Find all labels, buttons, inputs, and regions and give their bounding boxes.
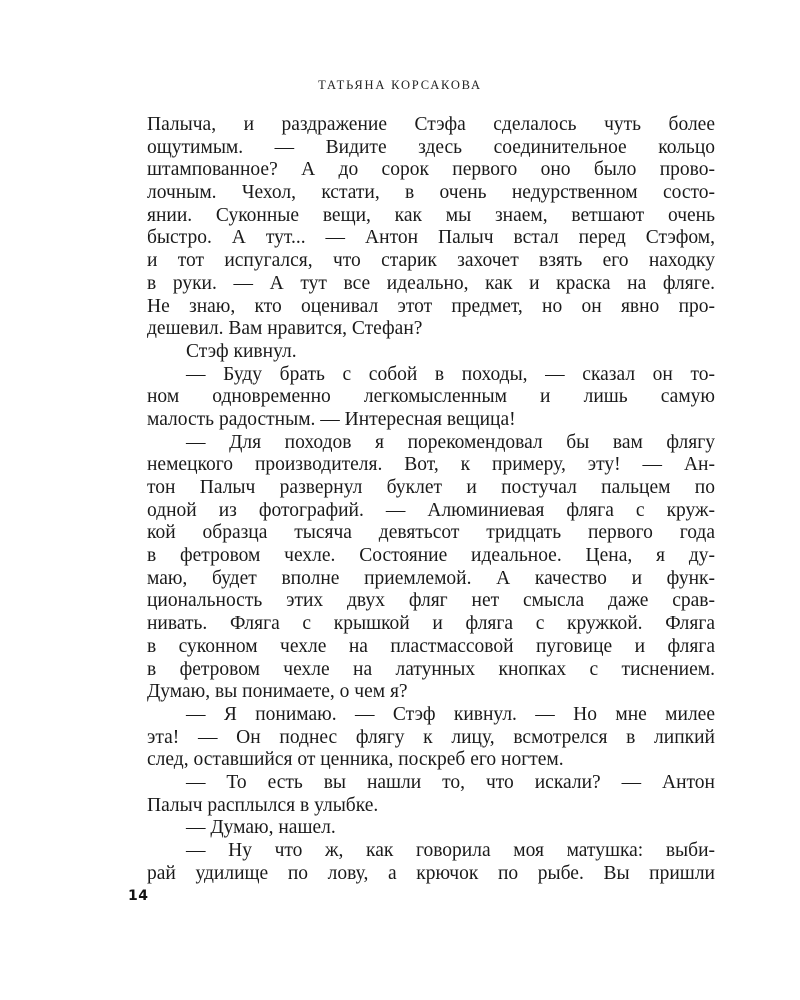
- text-line: Думаю, вы понимаете, о чем я?: [147, 681, 408, 703]
- text-line: циональность этих двух фляг нет смысла даже срав-: [147, 590, 715, 612]
- text-line: маю, будет вполне приемлемой. А качество и функ-: [147, 567, 715, 589]
- text-line: тон Палыч развернул буклет и постучал пальцем по: [147, 477, 715, 498]
- text-line: нивать. Фляга с крышкой и фляга с кружкой. Фляга: [147, 613, 715, 635]
- text-line: Палыча, и раздражение Стэфа сделалось чуть более: [147, 114, 715, 135]
- running-head-author: ТАТЬЯНА КОРСАКОВА: [318, 78, 482, 92]
- text-line: быстро. А тут... — Антон Палыч встал перед Стэфом,: [147, 227, 715, 249]
- text-line: в руки. — А тут все идеально, как и краска на фляге.: [147, 272, 715, 294]
- text-line: рай удилище по лову, а крючок по рыбе. Вы пришли: [147, 862, 715, 884]
- paragraph-start-line: — То есть вы нашли то, что искали? — Антон: [186, 771, 715, 793]
- page-number: 14: [128, 888, 149, 904]
- text-line: штампованное? А до сорок первого оно было прово-: [147, 159, 715, 181]
- paragraph-start-line: Стэф кивнул.: [186, 340, 297, 362]
- text-line: в суконном чехле на пластмассовой пуговице и фляга: [147, 635, 715, 657]
- paragraph-start-line: — Для походов я порекомендовал бы вам флягу: [186, 431, 715, 453]
- text-line: лочным. Чехол, кстати, в очень недурственном состо-: [147, 182, 715, 204]
- paragraph-start-line: — Ну что ж, как говорила моя матушка: выби-: [186, 840, 715, 861]
- text-line: и тот испугался, что старик захочет взять его находку: [147, 250, 715, 272]
- text-line: след, оставшийся от ценника, поскреб его ногтем.: [147, 749, 564, 771]
- body-text: [147, 114, 715, 885]
- text-line: эта! — Он поднес флягу к лицу, всмотрелся в липкий: [147, 726, 715, 748]
- paragraph-start-line: — Думаю, нашел.: [186, 817, 336, 839]
- text-line: ном одновременно легкомысленным и лишь самую: [147, 386, 715, 408]
- text-line: в фетровом чехле на латунных кнопках с тиснением.: [147, 658, 715, 680]
- text-line: янии. Суконные вещи, как мы знаем, ветшают очень: [147, 204, 715, 226]
- text-line: ощутимым. — Видите здесь соединительное кольцо: [147, 136, 715, 158]
- text-line: немецкого производителя. Вот, к примеру, эту! — Ан-: [147, 454, 715, 476]
- paragraph-start-line: — Я понимаю. — Стэф кивнул. — Но мне милее: [186, 703, 715, 725]
- text-line: одной из фотографий. — Алюминиевая фляга с круж-: [147, 499, 715, 521]
- text-line: Палыч расплылся в улыбке.: [147, 794, 379, 816]
- paragraph-start-line: — Буду брать с собой в походы, — сказал он то-: [186, 363, 715, 385]
- text-line: в фетровом чехле. Состояние идеальное. Цена, я ду-: [147, 545, 715, 567]
- text-line: дешевил. Вам нравится, Стефан?: [147, 318, 423, 340]
- text-line: малость радостным. — Интересная вещица!: [147, 408, 516, 430]
- text-line: кой образца тысяча девятьсот тридцать первого года: [147, 522, 715, 544]
- text-line: Не знаю, кто оценивал этот предмет, но он явно про-: [147, 295, 715, 317]
